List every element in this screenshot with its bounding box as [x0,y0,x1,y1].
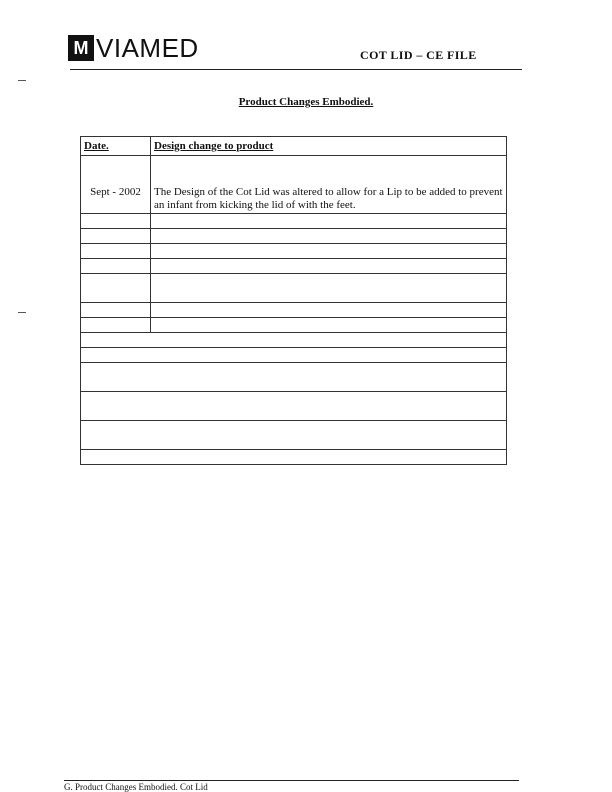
viamed-logo [68,33,199,63]
table-row [81,333,507,348]
file-title: COT LID – CE FILE [360,48,477,62]
empty-cell [81,392,507,421]
table-row [81,450,507,465]
section-title: Product Changes Embodied. [238,96,374,108]
change-header: Design change to product [151,137,507,156]
empty-cell [81,363,507,392]
table-row [81,259,507,274]
table-header-row [81,137,507,156]
empty-cell [151,259,507,274]
empty-cell [151,318,507,333]
header-rule [70,69,522,70]
table-row [81,303,507,318]
empty-cell [81,318,151,333]
scan-mark [18,80,26,81]
empty-cell [151,229,507,244]
table-row [81,348,507,363]
empty-cell [81,348,507,363]
table-row [81,318,507,333]
entry-change: The Design of the Cot Lid was altered to allow for a Lip to be added to prevent an infant from kicking the lid of with the feet. [151,156,507,214]
empty-cell [81,244,151,259]
footer-text: G. Product Changes Embodied. Cot Lid [64,782,208,792]
table-row [81,229,507,244]
changes-table [80,136,507,465]
table-row [81,274,507,303]
empty-cell [81,259,151,274]
empty-cell [81,303,151,318]
footer-rule [64,780,519,781]
table-row [81,363,507,392]
table-row [81,392,507,421]
empty-cell [81,274,151,303]
empty-cell [81,229,151,244]
table-row [81,421,507,450]
empty-cell [81,214,151,229]
empty-cell [151,214,507,229]
entry-date: Sept - 2002 [81,156,151,214]
date-header: Date. [81,137,151,156]
empty-cell [81,333,507,348]
table-row [81,214,507,229]
logo-wordmark: VIAMED [96,33,199,63]
table-row [81,244,507,259]
empty-cell [151,274,507,303]
empty-cell [151,244,507,259]
logo-mark: M [68,35,94,61]
empty-cell [81,421,507,450]
table-row [81,156,507,214]
scan-mark [18,312,26,313]
empty-cell [81,450,507,465]
empty-cell [151,303,507,318]
